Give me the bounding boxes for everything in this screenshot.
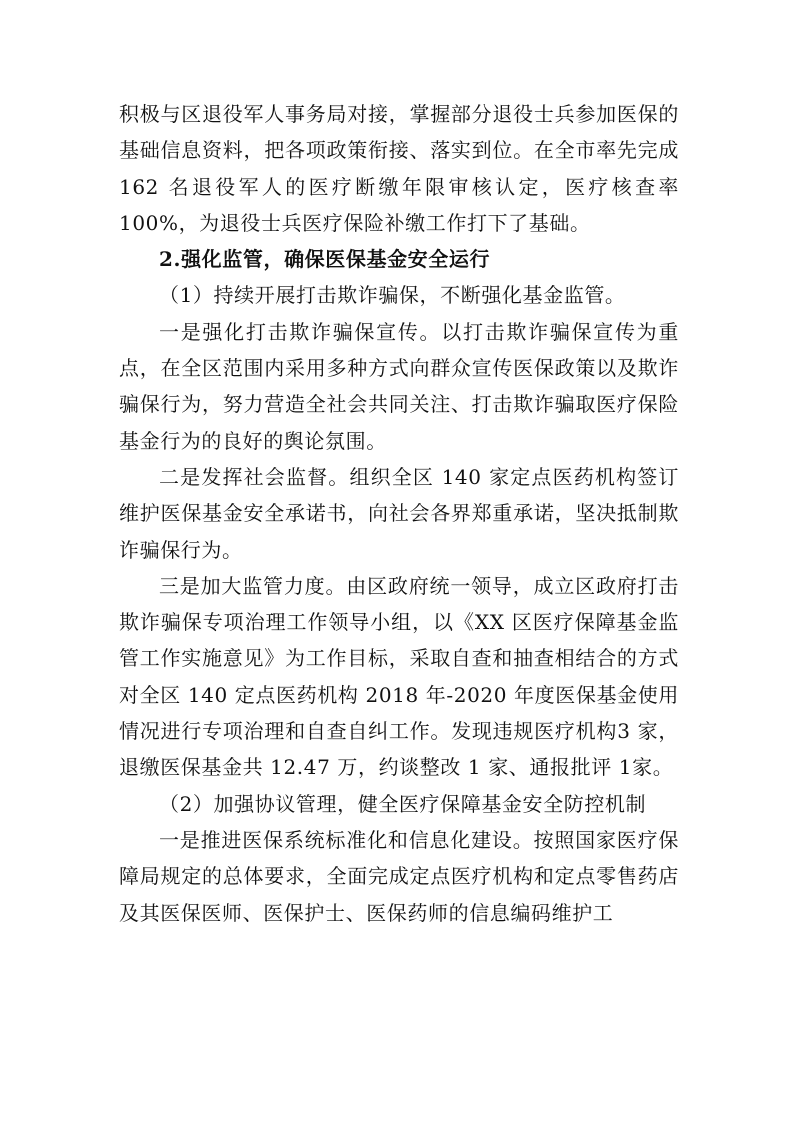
subsection-heading-anti-fraud: （1）持续开展打击欺诈骗保，不断强化基金监管。 [159,283,626,308]
subsection-heading-agreement-management: （2）加强协议管理，健全医疗保障基金安全防控机制 [159,791,647,816]
section-heading-supervision: 2.强化监管，确保医保基金安全运行 [159,247,491,272]
document-body [119,96,679,931]
paragraph-standardization: 一是推进医保系统标准化和信息化建设。按照国家医疗保障局规定的总体要求，全面完成定点医疗机构和定点零售药店及其医保医师、医保护士、医保药师的信息编码维护工 [119,827,679,925]
paragraph-veterans-insurance: 积极与区退役军人事务局对接，掌握部分退役士兵参加医保的基础信息资料，把各项政策衔接、落实到位。在全市率先完成 162 名退役军人的医疗断缴年限审核认定，医疗核查率100%，为退役士兵医疗保险补缴工作打下了基础。 [119,102,679,235]
paragraph-supervision-intensity: 三是加大监管力度。由区政府统一领导，成立区政府打击欺诈骗保专项治理工作领导小组，以《XX 区医疗保障基金监管工作实施意见》为工作目标，采取自查和抽查相结合的方式对全区 140 定点医药机构 2018 年-2020 年度医保基金使用情况进行专项治理和自查自纠工作。发现违规医疗机构3 家，退缴医保基金共 12.47 万，约谈整改 1 家、通报批评 1家。 [119,573,679,780]
paragraph-social-supervision: 二是发挥社会监督。组织全区 140 家定点医药机构签订维护医保基金安全承诺书，向社会各界郑重承诺，坚决抵制欺诈骗保行为。 [119,464,679,562]
paragraph-publicity: 一是强化打击欺诈骗保宣传。以打击欺诈骗保宣传为重点，在全区范围内采用多种方式向群众宣传医保政策以及欺诈骗保行为，努力营造全社会共同关注、打击欺诈骗取医疗保险基金行为的良好的舆论氛围。 [119,319,679,453]
